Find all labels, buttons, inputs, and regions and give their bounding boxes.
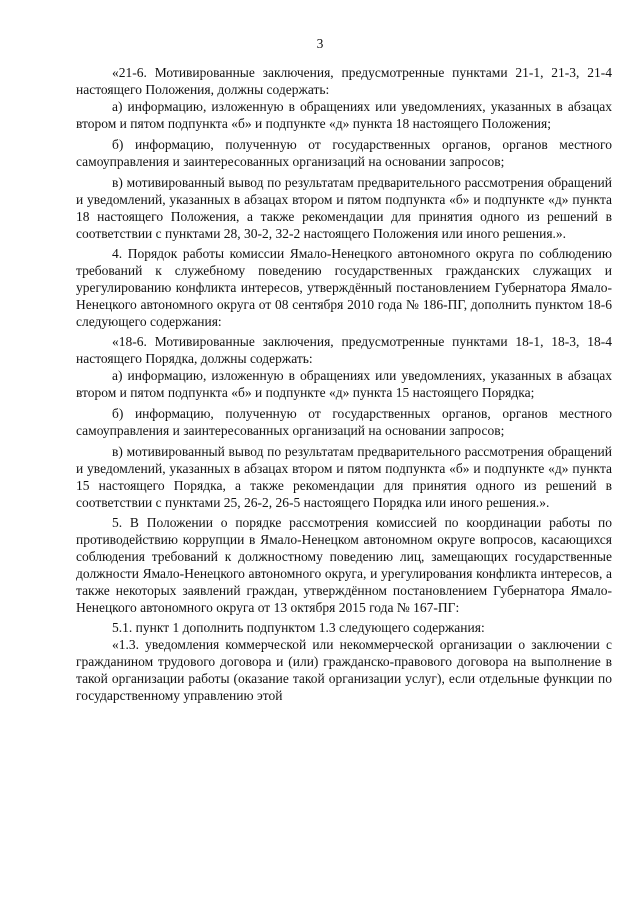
paragraph-18-6-intro: «18-6. Мотивированные заключения, предусмотренные пунктами 18-1, 18-3, 18-4 настоящего Порядка, должны содержать: bbox=[76, 334, 612, 366]
paragraph-item-1-3: «1.3. уведомления коммерческой или некоммерческой организации о заключении с гражданином трудового договора и (или) гражданско-правового договора на выполнение в такой организации работы (оказание такой организации услуг), если отдельные функции по государственному управлению этой bbox=[76, 637, 612, 703]
paragraph-18-6-b: б) информацию, полученную от государственных органов, органов местного самоуправления и заинтересованных организаций на основании запросов; bbox=[76, 406, 612, 438]
paragraph-21-6-b: б) информацию, полученную от государственных органов, органов местного самоуправления и заинтересованных организаций на основании запросов; bbox=[76, 137, 612, 169]
paragraph-21-6-a: а) информацию, изложенную в обращениях или уведомлениях, указанных в абзацах втором и пятом подпункта «б» и подпункте «д» пункта 18 настоящего Положения; bbox=[76, 99, 612, 131]
paragraph-item-4: 4. Порядок работы комиссии Ямало-Ненецкого автономного округа по соблюдению требований к служебному поведению государственных гражданских служащих и урегулированию конфликта интересов, утверждённый постановлением Губернатора Ямало-Ненецкого автономного округа от 08 сентября 2010 года № 186-ПГ, дополнить пунктом 18-6 следующего содержания: bbox=[76, 246, 612, 329]
paragraph-21-6-intro: «21-6. Мотивированные заключения, предусмотренные пунктами 21-1, 21-3, 21-4 настоящего Положения, должны содержать: bbox=[76, 65, 612, 97]
paragraph-item-5: 5. В Положении о порядке рассмотрения комиссией по координации работы по противодействию коррупции в Ямало-Ненецком автономном округе вопросов, касающихся соблюдения требований к должностному поведению лиц, замещающих государственные должности Ямало-Ненецкого автономного округа, и урегулирования конфликта интересов, а также некоторых заявлений граждан, утверждённом постановлением Губернатора Ямало-Ненецкого автономного округа от 13 октября 2015 года № 167-ПГ: bbox=[76, 515, 612, 615]
page-number: 3 bbox=[316, 36, 324, 51]
paragraph-item-5-1: 5.1. пункт 1 дополнить подпунктом 1.3 следующего содержания: bbox=[112, 620, 485, 635]
paragraph-18-6-c: в) мотивированный вывод по результатам предварительного рассмотрения обращений и уведомлений, указанных в абзацах втором и пятом подпункта «б» и подпункте «д» пункта 15 настоящего Порядка, а также рекомендации для принятия одного из решений в соответствии с пунктами 25, 26-2, 26-5 настоящего Порядка или иного решения.». bbox=[76, 444, 612, 510]
paragraph-21-6-c: в) мотивированный вывод по результатам предварительного рассмотрения обращений и уведомлений, указанных в абзацах втором и пятом подпункта «б» и подпункте «д» пункта 18 настоящего Положения, а также рекомендации для принятия одного из решений в соответствии с пунктами 28, 30-2, 32-2 настоящего Положения или иного решения.». bbox=[76, 175, 612, 241]
paragraph-18-6-a: а) информацию, изложенную в обращениях или уведомлениях, указанных в абзацах втором и пятом подпункта «б» и подпункте «д» пункта 15 настоящего Порядка; bbox=[76, 368, 612, 400]
document-body bbox=[76, 64, 612, 704]
